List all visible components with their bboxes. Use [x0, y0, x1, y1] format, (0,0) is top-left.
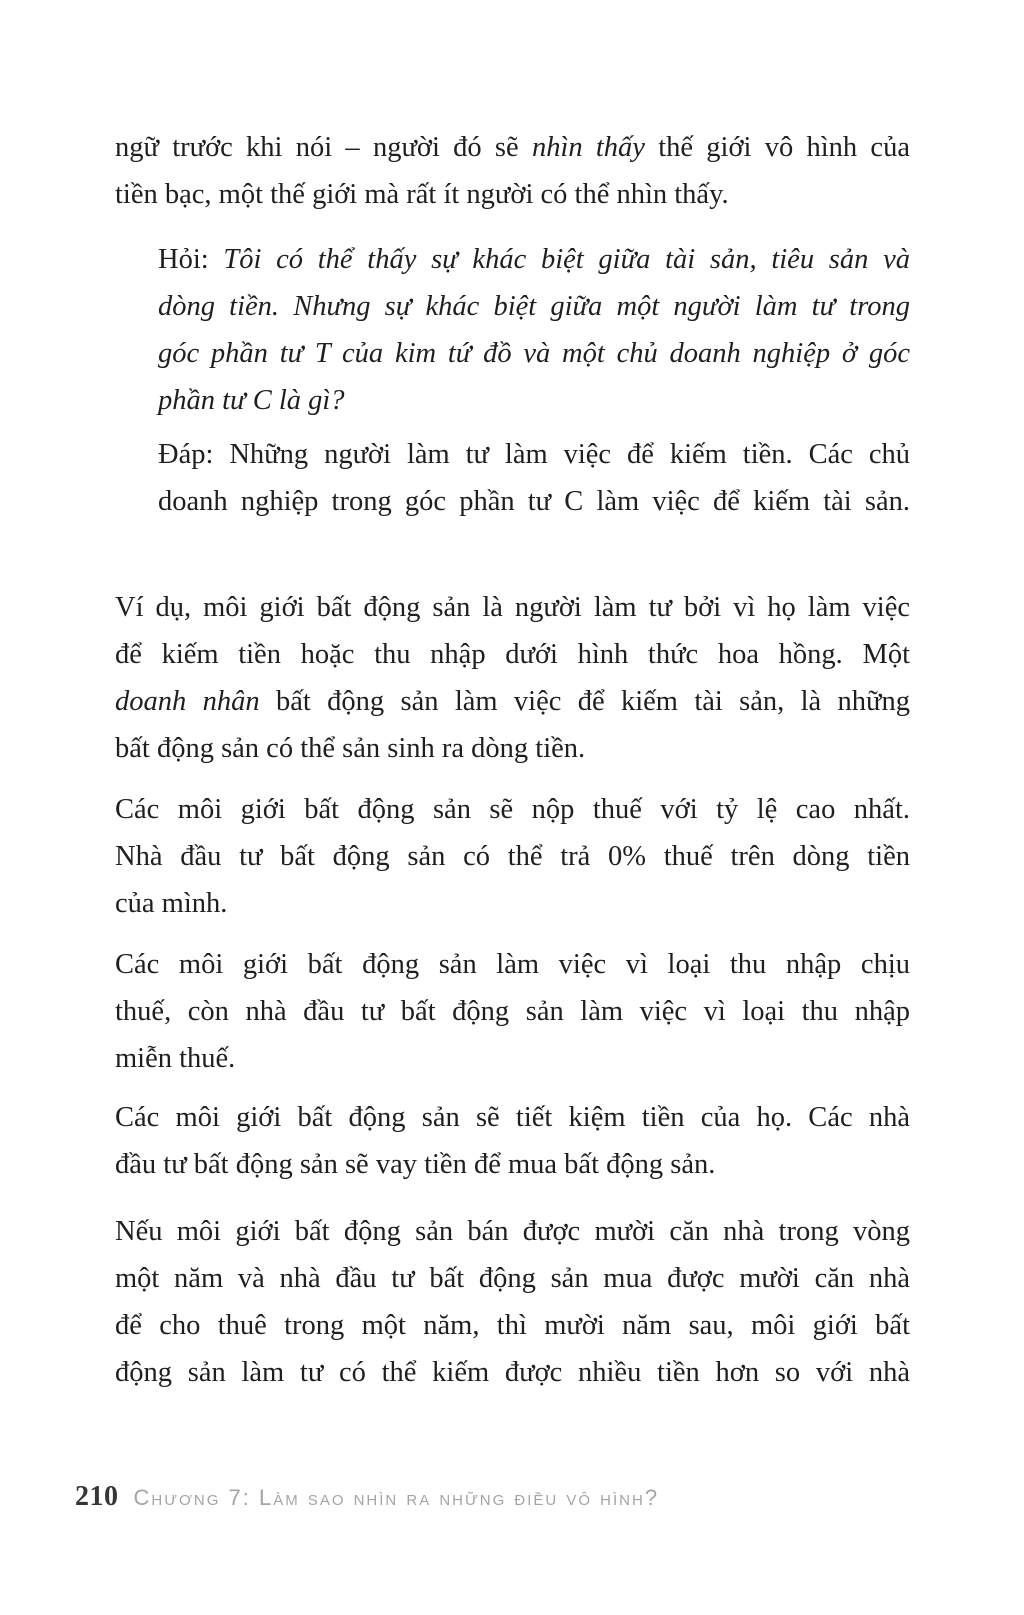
body-text: Ví dụ, môi giới bất động sản là người làm tư bởi vì họ làm việc	[115, 592, 910, 623]
body-text: Các môi giới bất động sản sẽ tiết kiệm tiền của họ. Các nhà	[115, 1102, 910, 1133]
question-paragraph	[158, 236, 910, 424]
italic-text: Tôi có thể thấy sự khác biệt giữa tài sản, tiêu sản và	[223, 244, 910, 275]
page-text	[115, 124, 910, 1396]
text-line	[115, 171, 910, 218]
italic-text: phần tư C là gì?	[158, 385, 345, 416]
text-line	[158, 330, 910, 377]
body-text: Nhà đầu tư bất động sản có thể trả 0% thuế trên dòng tiền	[115, 841, 910, 872]
chapter-title: Chương 7: Làm sao nhìn ra những điều vô hình?	[133, 1485, 660, 1510]
text-line	[115, 1141, 910, 1188]
text-line	[115, 1208, 910, 1255]
text-line	[115, 584, 910, 631]
italic-text: doanh nhân	[115, 686, 260, 717]
body-text: ngữ trước khi nói – người đó sẽ	[115, 132, 532, 163]
paragraph-income-types	[115, 941, 910, 1082]
paragraph-example	[115, 584, 910, 772]
text-line	[158, 283, 910, 330]
body-text: doanh nghiệp trong góc phần tư C làm việc để kiếm tài sản.	[158, 486, 910, 517]
body-text: để cho thuê trong một năm, thì mười năm sau, môi giới bất	[115, 1310, 910, 1341]
text-line	[115, 988, 910, 1035]
body-text: bất động sản có thể sản sinh ra dòng tiền.	[115, 733, 586, 764]
body-text: tiền bạc, một thế giới mà rất ít người có thể nhìn thấy.	[115, 179, 729, 210]
page-number: 210	[75, 1481, 119, 1512]
text-line	[158, 478, 910, 525]
body-text: bất động sản làm việc để kiếm tài sản, là những	[259, 686, 911, 717]
body-text: đầu tư bất động sản sẽ vay tiền để mua bất động sản.	[115, 1149, 716, 1180]
paragraph-taxes	[115, 786, 910, 927]
body-text: của mình.	[115, 888, 228, 919]
text-line	[158, 377, 910, 424]
paragraph-savings	[115, 1094, 910, 1188]
body-text: Đáp: Những người làm tư làm việc để kiếm tiền. Các chủ	[158, 439, 910, 470]
body-text: động sản làm tư có thể kiếm được nhiều tiền hơn so với nhà	[115, 1357, 910, 1388]
italic-text: dòng tiền. Nhưng sự khác biệt giữa một người làm tư trong	[158, 291, 910, 322]
body-text: thế giới vô hình của	[644, 132, 910, 163]
text-line	[115, 678, 910, 725]
text-line	[115, 833, 910, 880]
text-line	[115, 1302, 910, 1349]
text-line	[115, 124, 910, 171]
text-line	[158, 431, 910, 478]
text-line	[115, 1094, 910, 1141]
body-text: Nếu môi giới bất động sản bán được mười căn nhà trong vòng	[115, 1216, 910, 1247]
text-line	[115, 941, 910, 988]
body-text: Các môi giới bất động sản sẽ nộp thuế với tỷ lệ cao nhất.	[115, 794, 910, 825]
italic-text: nhìn thấy	[531, 132, 645, 163]
text-line	[115, 725, 910, 772]
text-line	[115, 1255, 910, 1302]
text-line	[115, 786, 910, 833]
body-text: Các môi giới bất động sản làm việc vì loại thu nhập chịu	[115, 949, 910, 980]
paragraph-ten-houses	[115, 1208, 910, 1396]
text-line	[115, 880, 910, 927]
page-footer	[75, 1481, 659, 1513]
text-line	[115, 1035, 910, 1082]
text-line	[115, 631, 910, 678]
body-text: một năm và nhà đầu tư bất động sản mua được mười căn nhà	[115, 1263, 910, 1294]
body-text: thuế, còn nhà đầu tư bất động sản làm việc vì loại thu nhập	[115, 996, 910, 1027]
body-text: Hỏi:	[158, 244, 224, 275]
answer-paragraph	[158, 431, 910, 525]
body-text: để kiếm tiền hoặc thu nhập dưới hình thức hoa hồng. Một	[115, 639, 910, 670]
body-text: miễn thuế.	[115, 1043, 236, 1074]
text-line	[158, 236, 910, 283]
italic-text: góc phần tư T của kim tứ đồ và một chủ doanh nghiệp ở góc	[158, 338, 910, 369]
paragraph-intro	[115, 124, 910, 218]
text-line	[115, 1349, 910, 1396]
